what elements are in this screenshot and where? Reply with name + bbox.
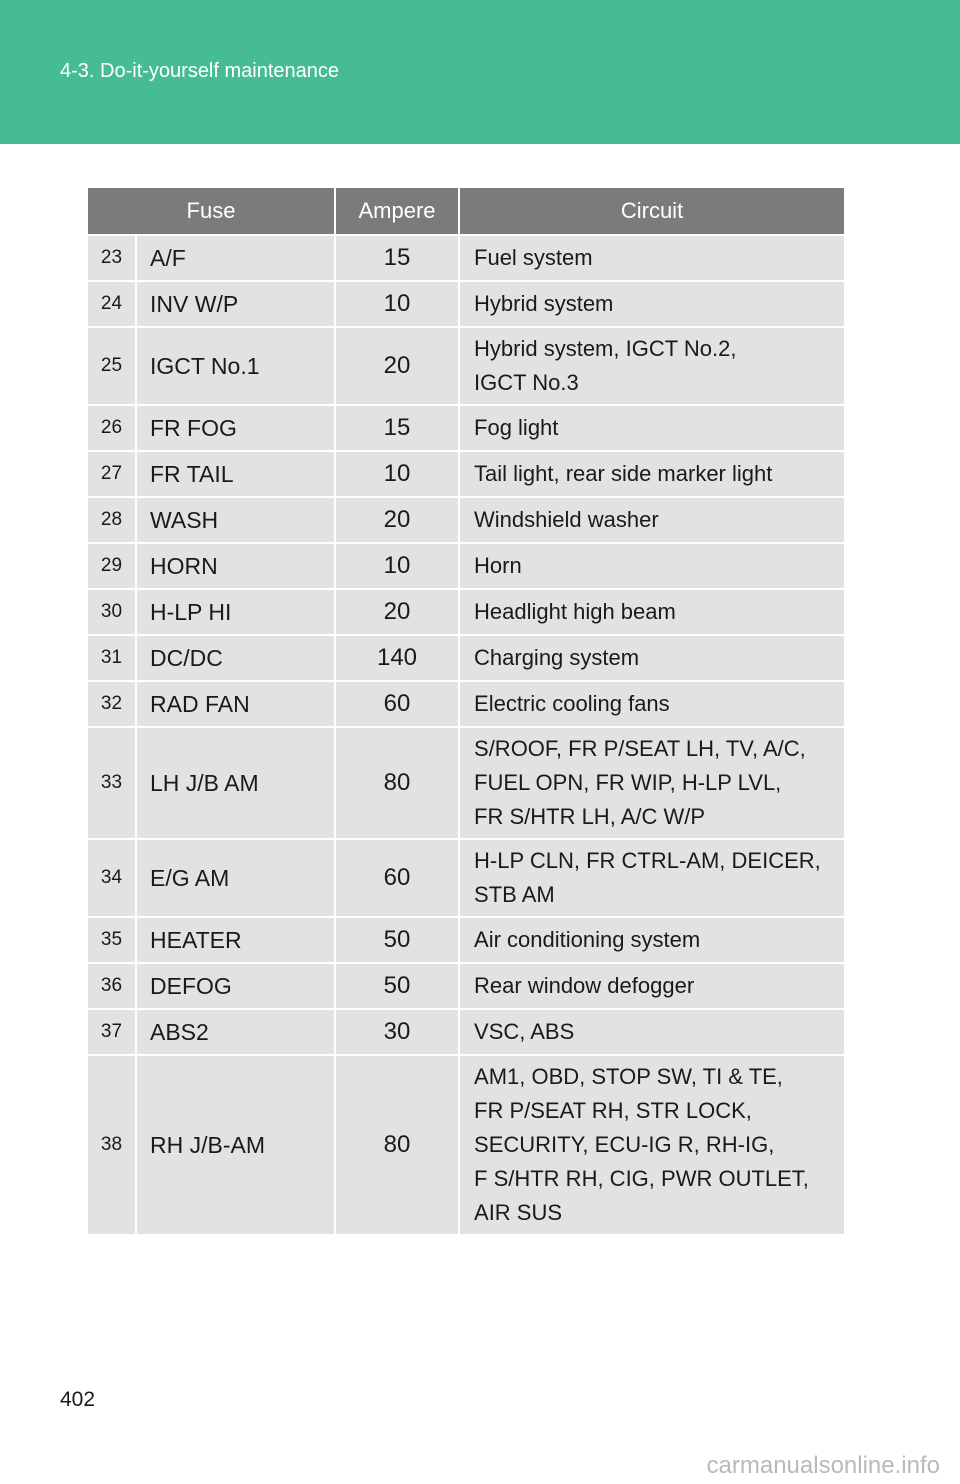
fuse-number: 29 [88, 543, 136, 589]
table-row [88, 1055, 844, 1234]
fuse-circuit: Charging system [459, 635, 844, 681]
fuse-ampere: 80 [335, 727, 459, 839]
fuse-name: RAD FAN [136, 681, 335, 727]
fuse-name: ABS2 [136, 1009, 335, 1055]
fuse-ampere: 10 [335, 281, 459, 327]
table-row [88, 681, 844, 727]
fuse-circuit: Electric cooling fans [459, 681, 844, 727]
fuse-circuit: Hybrid system [459, 281, 844, 327]
fuse-circuit: Hybrid system, IGCT No.2, IGCT No.3 [459, 327, 844, 405]
watermark: carmanualsonline.info [706, 1452, 940, 1479]
fuse-name: INV W/P [136, 281, 335, 327]
fuse-ampere: 50 [335, 963, 459, 1009]
fuse-name: DEFOG [136, 963, 335, 1009]
fuse-ampere: 60 [335, 681, 459, 727]
fuse-ampere: 20 [335, 589, 459, 635]
fuse-name: E/G AM [136, 839, 335, 917]
fuse-circuit: S/ROOF, FR P/SEAT LH, TV, A/C, FUEL OPN, FR WIP, H-LP LVL, FR S/HTR LH, A/C W/P [459, 727, 844, 839]
column-header-fuse: Fuse [88, 188, 335, 235]
fuse-number: 33 [88, 727, 136, 839]
fuse-circuit: H-LP CLN, FR CTRL-AM, DEICER, STB AM [459, 839, 844, 917]
table-row [88, 963, 844, 1009]
fuse-name: IGCT No.1 [136, 327, 335, 405]
fuse-ampere: 140 [335, 635, 459, 681]
column-header-circuit: Circuit [459, 188, 844, 235]
fuse-circuit: Rear window defogger [459, 963, 844, 1009]
table-header-row [88, 188, 844, 235]
table-row [88, 1009, 844, 1055]
fuse-circuit: Horn [459, 543, 844, 589]
fuse-circuit: Fuel system [459, 235, 844, 281]
fuse-circuit: VSC, ABS [459, 1009, 844, 1055]
fuse-number: 36 [88, 963, 136, 1009]
fuse-name: H-LP HI [136, 589, 335, 635]
fuse-circuit: AM1, OBD, STOP SW, TI & TE, FR P/SEAT RH, STR LOCK, SECURITY, ECU-IG R, RH-IG, F S/HTR RH, CIG, PWR OUTLET, AIR SUS [459, 1055, 844, 1234]
fuse-ampere: 50 [335, 917, 459, 963]
fuse-number: 26 [88, 405, 136, 451]
fuse-circuit: Air conditioning system [459, 917, 844, 963]
fuse-number: 30 [88, 589, 136, 635]
fuse-name: DC/DC [136, 635, 335, 681]
table-row [88, 451, 844, 497]
table-row [88, 327, 844, 405]
fuse-name: HORN [136, 543, 335, 589]
fuse-name: A/F [136, 235, 335, 281]
fuse-name: FR FOG [136, 405, 335, 451]
fuse-name: LH J/B AM [136, 727, 335, 839]
fuse-circuit: Fog light [459, 405, 844, 451]
fuse-ampere: 10 [335, 543, 459, 589]
fuse-ampere: 30 [335, 1009, 459, 1055]
fuse-name: HEATER [136, 917, 335, 963]
fuse-name: WASH [136, 497, 335, 543]
fuse-number: 28 [88, 497, 136, 543]
fuse-circuit: Headlight high beam [459, 589, 844, 635]
page-number: 402 [60, 1388, 96, 1411]
fuse-table-body [88, 235, 844, 1234]
fuse-number: 38 [88, 1055, 136, 1234]
fuse-number: 24 [88, 281, 136, 327]
table-row [88, 917, 844, 963]
table-row [88, 635, 844, 681]
fuse-ampere: 10 [335, 451, 459, 497]
fuse-number: 34 [88, 839, 136, 917]
fuse-circuit: Tail light, rear side marker light [459, 451, 844, 497]
fuse-ampere: 15 [335, 405, 459, 451]
table-row [88, 727, 844, 839]
fuse-number: 35 [88, 917, 136, 963]
fuse-number: 31 [88, 635, 136, 681]
fuse-ampere: 20 [335, 327, 459, 405]
column-header-ampere: Ampere [335, 188, 459, 235]
table-row [88, 543, 844, 589]
fuse-name: RH J/B-AM [136, 1055, 335, 1234]
fuse-ampere: 15 [335, 235, 459, 281]
fuse-number: 25 [88, 327, 136, 405]
table-row [88, 497, 844, 543]
fuse-number: 32 [88, 681, 136, 727]
table-row [88, 235, 844, 281]
table-row [88, 281, 844, 327]
fuse-number: 27 [88, 451, 136, 497]
section-header-band [0, 0, 960, 144]
fuse-ampere: 80 [335, 1055, 459, 1234]
fuse-circuit: Windshield washer [459, 497, 844, 543]
fuse-table [88, 188, 844, 1234]
table-row [88, 839, 844, 917]
fuse-ampere: 60 [335, 839, 459, 917]
fuse-number: 37 [88, 1009, 136, 1055]
table-row [88, 405, 844, 451]
fuse-name: FR TAIL [136, 451, 335, 497]
fuse-number: 23 [88, 235, 136, 281]
section-title: 4-3. Do-it-yourself maintenance [60, 60, 340, 82]
fuse-ampere: 20 [335, 497, 459, 543]
table-row [88, 589, 844, 635]
